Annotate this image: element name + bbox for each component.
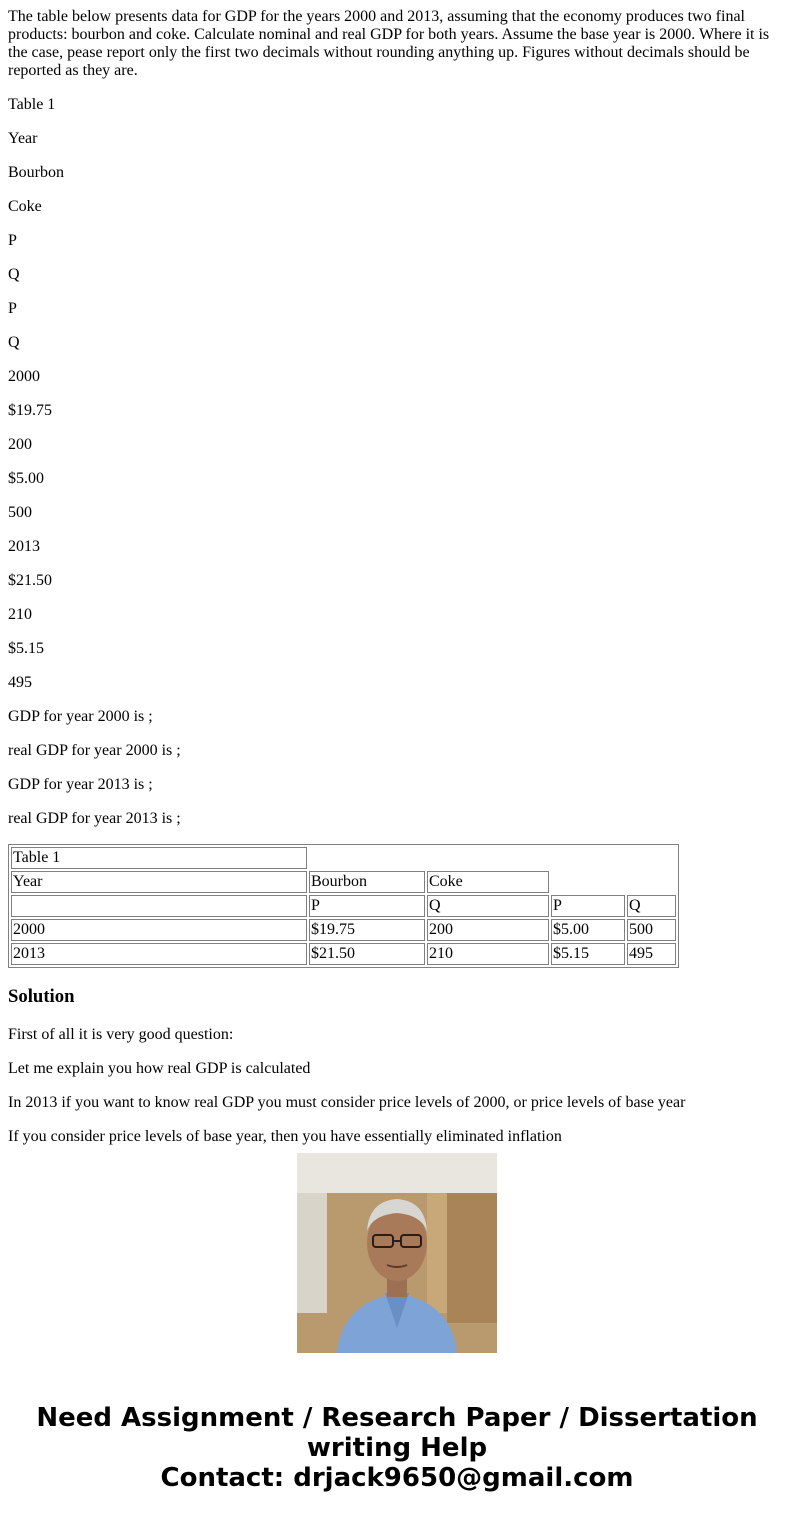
flat-line: P [8,300,17,317]
flat-line: $21.50 [8,572,52,589]
flat-line: Q [8,266,20,283]
answer-line: real GDP for year 2000 is ; [8,742,181,759]
flat-line: $19.75 [8,402,52,419]
promo-line: writing Help [306,1433,488,1463]
solution-paragraph: In 2013 if you want to know real GDP you must consider price levels of 2000, or price levels of base year [8,1094,686,1111]
flat-line: 500 [8,504,32,521]
promo-banner [0,1403,794,1493]
table-row [11,943,676,965]
author-avatar [297,1153,497,1353]
table-cell: 2000 [11,919,307,941]
answer-line: GDP for year 2013 is ; [8,776,153,793]
author-photo-icon [297,1153,497,1353]
solution-cut-line: If you consider price levels of base year, then you have essentially eliminated inflation [8,1128,562,1145]
flat-line: P [8,232,17,249]
table-cell: 500 [627,919,676,941]
table-cell: Q [427,895,549,917]
flat-line: Coke [8,198,42,215]
table-cell: P [551,895,625,917]
flat-line: Table 1 [8,96,56,113]
table-cell: 495 [627,943,676,965]
flat-line: 200 [8,436,32,453]
coke-header-cell: Coke [427,871,549,893]
document-body [8,8,786,1145]
flat-line: Year [8,130,38,147]
table-row [11,919,676,941]
solution-paragraph: Let me explain you how real GDP is calculated [8,1060,311,1077]
table-cell: $5.15 [551,943,625,965]
table-cell: $21.50 [309,943,425,965]
answer-line: real GDP for year 2013 is ; [8,810,181,827]
flat-line: 2000 [8,368,40,385]
table-cell: $5.00 [551,919,625,941]
answer-line: GDP for year 2000 is ; [8,708,153,725]
flat-line: $5.15 [8,640,44,657]
question-intro: The table below presents data for GDP for the years 2000 and 2013, assuming that the economy produces two final products: bourbon and coke. Calculate nominal and real GDP for both years. Assume the base year is 2000. Where it is the case, pease report only the first two decimals without rounding anything up. Figures without decimals should be reported as they are. [8,8,770,79]
table-cell [11,895,307,917]
solution-paragraph: First of all it is very good question: [8,1026,234,1043]
table-cell: Q [627,895,676,917]
solution-heading: Solution [8,986,75,1007]
table-row [11,847,676,869]
flat-line: $5.00 [8,470,44,487]
promo-line: Need Assignment / Research Paper / Dissertation [36,1403,758,1433]
table-cell: 210 [427,943,549,965]
flat-line: Q [8,334,20,351]
table-caption-cell: Table 1 [11,847,307,869]
flat-line: 2013 [8,538,40,555]
table-cell: 200 [427,919,549,941]
flat-line: 495 [8,674,32,691]
gdp-table [8,844,679,968]
year-header-cell: Year [11,871,307,893]
promo-contact: Contact: drjack9650@gmail.com [160,1463,634,1493]
flat-line: Bourbon [8,164,64,181]
table-cell: $19.75 [309,919,425,941]
table-row [11,895,676,917]
table-cell: 2013 [11,943,307,965]
flat-line: 210 [8,606,32,623]
table-cell: P [309,895,425,917]
table-row [11,871,676,893]
bourbon-header-cell: Bourbon [309,871,425,893]
